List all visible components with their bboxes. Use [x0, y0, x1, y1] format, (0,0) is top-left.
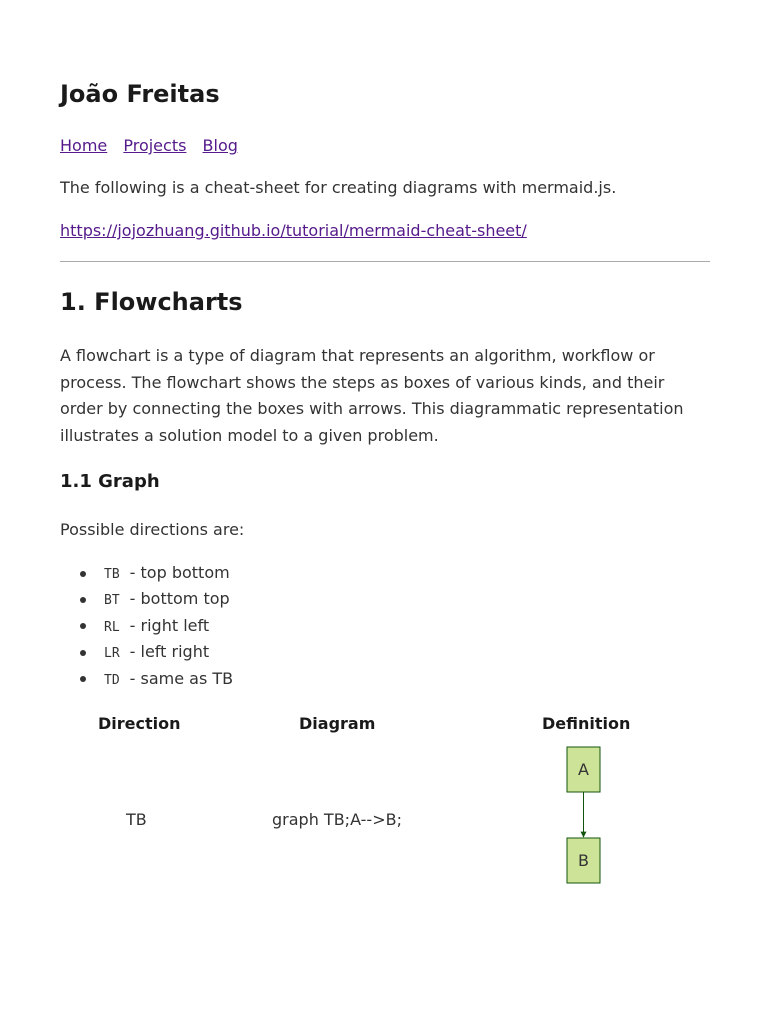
site-nav: [60, 136, 249, 155]
table-header-direction: Direction: [98, 714, 181, 733]
nav-projects-link[interactable]: Projects: [123, 136, 187, 155]
bullet-icon: [80, 571, 86, 577]
subsection-heading: 1.1 Graph: [60, 471, 160, 492]
list-item: [60, 613, 233, 639]
direction-text: - same as TB: [129, 668, 234, 688]
nav-home-link[interactable]: Home: [60, 136, 108, 155]
section-paragraph: A flowchart is a type of diagram that represents an algorithm, workflow or process. The flowchart shows the steps as boxes of various kinds, and their order by connecting the boxes with arrows. This diagrammatic representation illustrates a solution model to a given problem.: [60, 346, 684, 445]
direction-text: - bottom top: [129, 589, 230, 609]
flowchart-node-a-label: A: [578, 760, 589, 779]
directions-intro: Possible directions are:: [60, 520, 245, 539]
flowchart-diagram: [566, 746, 602, 886]
bullet-icon: [80, 676, 86, 682]
direction-code: RL: [104, 619, 120, 635]
table-header-definition: Definition: [542, 714, 631, 733]
list-item: [60, 586, 233, 612]
nav-blog-link[interactable]: Blog: [202, 136, 238, 155]
section-heading: 1. Flowcharts: [60, 288, 243, 316]
direction-code: TB: [104, 567, 120, 582]
direction-code: LR: [104, 646, 120, 662]
bullet-icon: [80, 623, 86, 629]
direction-text: - top bottom: [129, 563, 230, 582]
list-item: [60, 639, 233, 665]
site-title: João Freitas: [60, 80, 220, 108]
list-item: [60, 666, 233, 692]
divider: [60, 261, 710, 262]
direction-code: TD: [104, 672, 120, 688]
source-link[interactable]: https://jojozhuang.github.io/tutorial/mermaid-cheat-sheet/: [60, 221, 527, 240]
table-cell-diagram: graph TB;A-->B;: [272, 810, 402, 829]
flowchart-node-b-label: B: [578, 851, 589, 870]
direction-text: - left right: [129, 642, 210, 662]
list-item: [60, 560, 233, 586]
table-cell-direction: TB: [126, 810, 147, 829]
direction-code: BT: [104, 593, 120, 609]
bullet-icon: [80, 650, 86, 656]
direction-text: - right left: [129, 615, 210, 635]
table-header-diagram: Diagram: [299, 714, 376, 733]
intro-text: The following is a cheat-sheet for creating diagrams with mermaid.js.: [60, 178, 617, 197]
directions-list: [60, 560, 233, 692]
bullet-icon: [80, 597, 86, 603]
